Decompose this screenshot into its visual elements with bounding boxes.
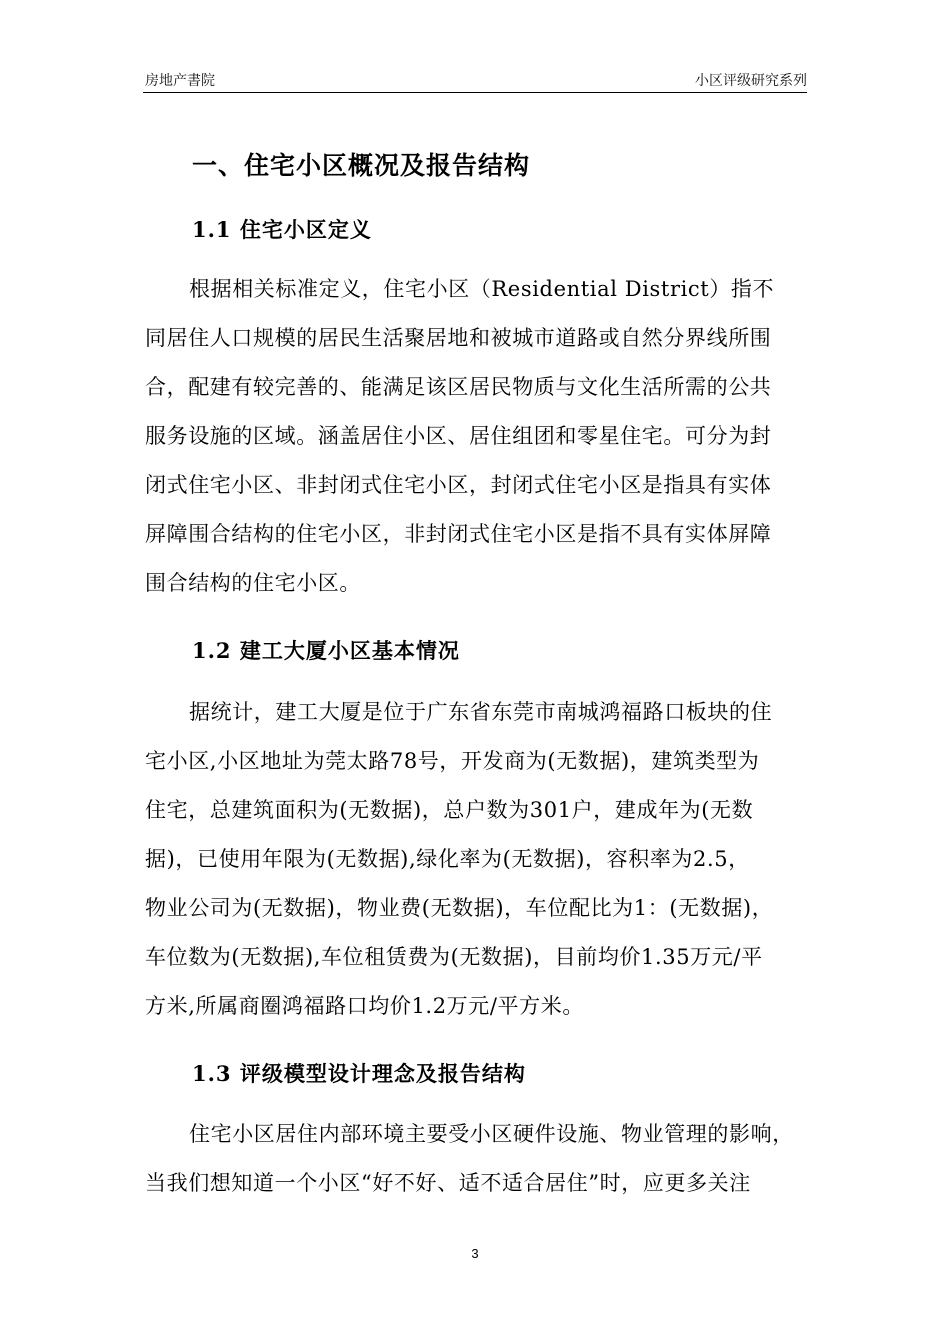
paragraph-line: 据统计，建工大厦是位于广东省东莞市南城鸿福路口板块的住 <box>189 700 773 724</box>
paragraph-line: 住宅，总建筑面积为(无数据)，总户数为301户，建成年为(无数 <box>145 798 754 822</box>
header-divider <box>143 92 807 93</box>
paragraph-line: 同居住人口规模的居民生活聚居地和被城市道路或自然分界线所围 <box>145 326 772 350</box>
paragraph-line: 服务设施的区域。涵盖居住小区、居住组团和零星住宅。可分为封 <box>145 424 772 448</box>
paragraph-line: 据)，已使用年限为(无数据),绿化率为(无数据)，容积率为2.5， <box>145 847 750 871</box>
paragraph-line: 宅小区,小区地址为莞太路78号，开发商为(无数据)，建筑类型为 <box>145 749 760 773</box>
paragraph-line: 闭式住宅小区、非封闭式住宅小区，封闭式住宅小区是指具有实体 <box>145 473 772 497</box>
heading-1-2: 1.2 建工大厦小区基本情况 <box>192 638 460 663</box>
paragraph-line: 车位数为(无数据),车位租赁费为(无数据)，目前均价1.35万元/平 <box>145 945 763 969</box>
page-number: 3 <box>471 1246 479 1261</box>
header-right-title: 小区评级研究系列 <box>695 73 807 89</box>
heading-1-3: 1.3 评级模型设计理念及报告结构 <box>192 1061 526 1086</box>
paragraph-model-design <box>145 1110 815 1208</box>
paragraph-definition <box>145 265 815 608</box>
paragraph-line: 当我们想知道一个小区“好不好、适不适合居住”时，应更多关注 <box>145 1171 751 1195</box>
paragraph-line: 住宅小区居住内部环境主要受小区硬件设施、物业管理的影响， <box>189 1122 794 1146</box>
heading-1-1: 1.1 住宅小区定义 <box>192 217 372 242</box>
paragraph-line: 围合结构的住宅小区。 <box>145 571 361 595</box>
paragraph-line: 根据相关标准定义，住宅小区（Residential District）指不 <box>189 277 775 301</box>
paragraph-line: 物业公司为(无数据)，物业费(无数据)，车位配比为1：(无数据)， <box>145 896 774 920</box>
section-title: 一、住宅小区概况及报告结构 <box>192 151 531 180</box>
paragraph-line: 屏障围合结构的住宅小区，非封闭式住宅小区是指不具有实体屏障 <box>145 522 772 546</box>
paragraph-basic-info <box>145 688 815 1031</box>
header-left-title: 房地产書院 <box>145 73 215 89</box>
paragraph-line: 方米,所属商圈鸿福路口均价1.2万元/平方米。 <box>145 994 584 1018</box>
paragraph-line: 合，配建有较完善的、能满足该区居民物质与文化生活所需的公共 <box>145 375 772 399</box>
